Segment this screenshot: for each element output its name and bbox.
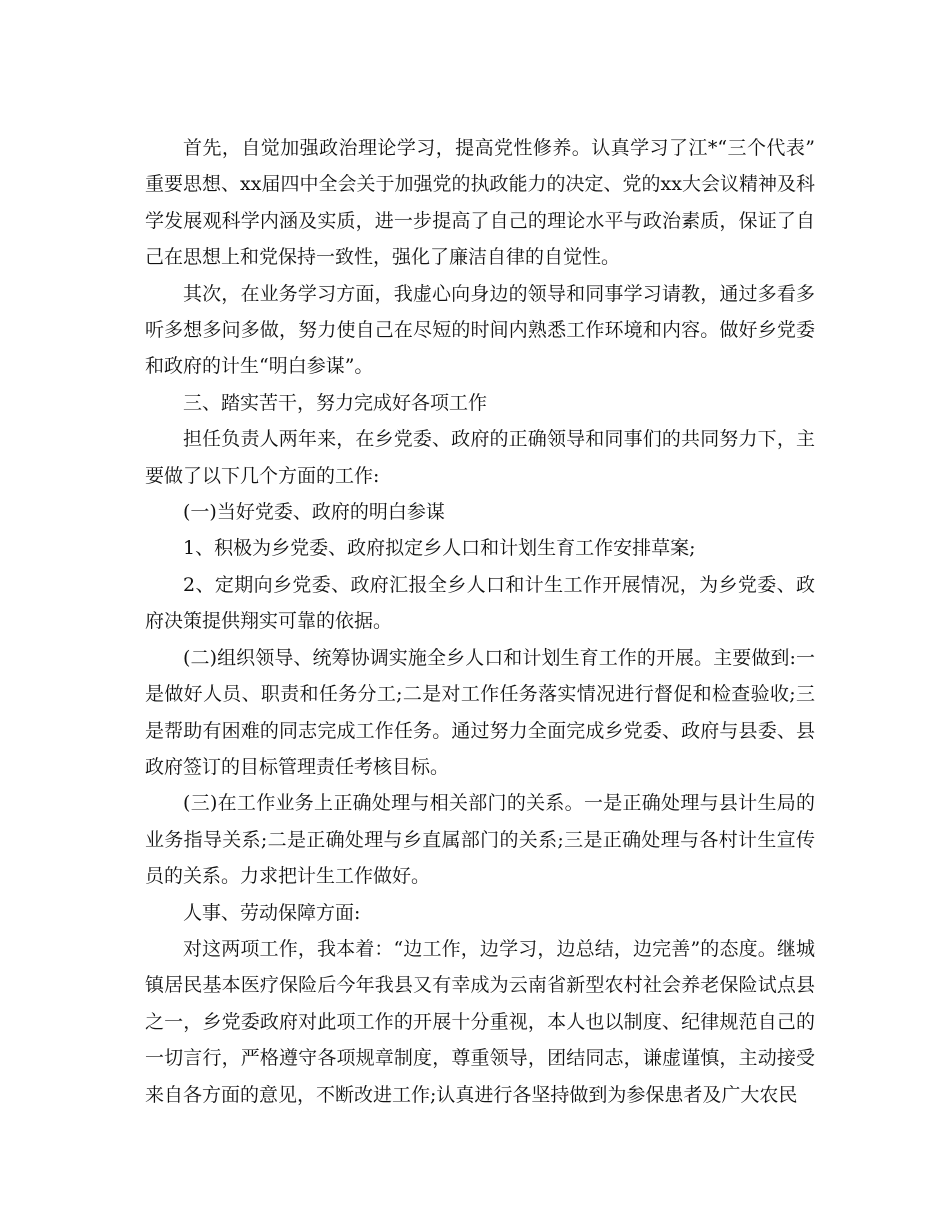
list-item-draft-plan: 1、积极为乡党委、政府拟定乡人口和计划生育工作安排草案;	[183, 537, 696, 560]
subheading-advisor: (一)当好党委、政府的明白参谋	[183, 501, 445, 524]
subheading-personnel-labor: 人事、劳动保障方面:	[183, 901, 361, 924]
paragraph-organize-coordinate: (二)组织领导、统筹协调实施全乡人口和计划生育工作的开展。主要做到:一是做好人员、职责和任务分工;二是对工作任务落实情况进行督促和检查验收;三是帮助有困难的同志完成工作任务。通过努力全面完成乡党委、政府与县委、县政府签订的目标管理责任考核目标。	[145, 646, 815, 778]
paragraph-business-study: 其次，在业务学习方面，我虚心向身边的领导和同事学习请教，通过多看多听多想多问多做，努力使自己在尽短的时间内熟悉工作环境和内容。做好乡党委和政府的计生“明白参谋”。	[145, 282, 815, 378]
paragraph-personnel-attitude: 对这两项工作，我本着：“边工作，边学习，边总结，边完善”的态度。继城镇居民基本医疗保险后今年我县又有幸成为云南省新型农村社会养老保险试点县之一，乡党委政府对此项工作的开展十分重视，本人也以制度、纪律规范自己的一切言行，严格遵守各项规章制度，尊重领导，团结同志，谦虚谨慎，主动接受来自各方面的意见，不断改进工作;认真进行各坚持做到为参保患者及广大农民	[145, 937, 815, 1106]
paragraph-political-study: 首先，自觉加强政治理论学习，提高党性修养。认真学习了江*“三个代表”重要思想、xx届四中全会关于加强党的执政能力的决定、党的xx大会议精神及科学发展观科学内涵及实质，进一步提高了自己的理论水平与政治素质，保证了自己在思想上和党保持一致性，强化了廉洁自律的自觉性。	[145, 137, 815, 269]
list-item-report: 2、定期向乡党委、政府汇报全乡人口和计生工作开展情况，为乡党委、政府决策提供翔实可靠的依据。	[145, 573, 815, 633]
document-body	[145, 130, 815, 1113]
paragraph-responsibilities-intro: 担任负责人两年来，在乡党委、政府的正确领导和同事们的共同努力下，主要做了以下几个方面的工作:	[145, 428, 815, 487]
paragraph-department-relations: (三)在工作业务上正确处理与相关部门的关系。一是正确处理与县计生局的业务指导关系;二是正确处理与乡直属部门的关系;三是正确处理与各村计生宣传员的关系。力求把计生工作做好。	[145, 792, 815, 888]
section-heading-work: 三、踏实苦干，努力完成好各项工作	[183, 391, 488, 414]
